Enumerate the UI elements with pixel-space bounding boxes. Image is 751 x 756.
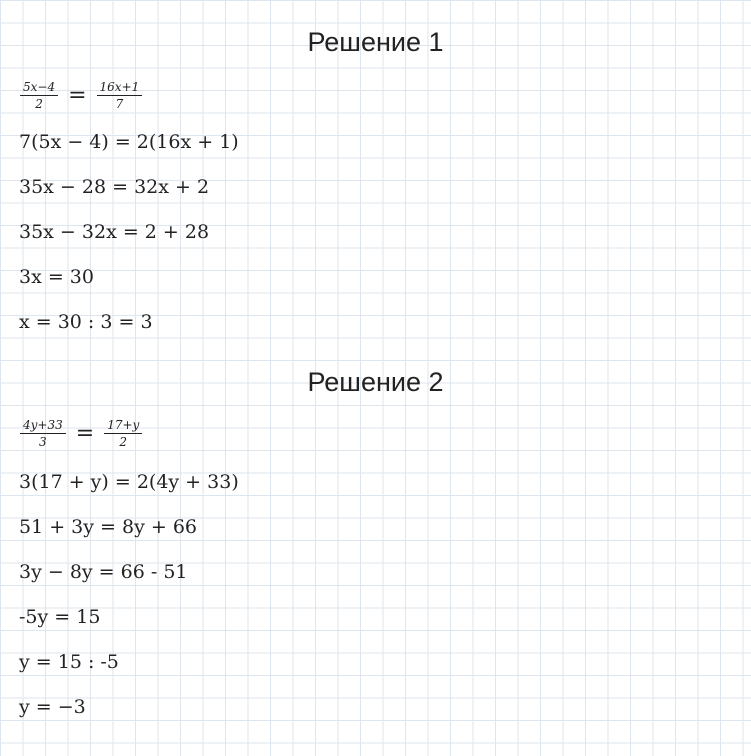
- equals-sign: =: [75, 421, 95, 446]
- solution-1-step-5: x = 30 : 3 = 3: [19, 311, 153, 333]
- solution-2-heading: Решение 2: [307, 367, 444, 397]
- solution-2-equation: [20, 418, 142, 449]
- solution-1-step-2: 35x − 28 = 32x + 2: [19, 176, 210, 198]
- solution-2-step-6: y = −3: [19, 696, 86, 718]
- solution-2-step-4: -5y = 15: [19, 606, 101, 628]
- fraction-left: [20, 418, 66, 449]
- fraction-denominator: 2: [35, 97, 43, 111]
- fraction-numerator: 5x−4: [20, 80, 58, 96]
- fraction-left: [20, 80, 58, 111]
- solution-1-step-4: 3x = 30: [19, 266, 94, 288]
- solution-2-step-2: 51 + 3y = 8y + 66: [19, 516, 197, 538]
- solution-2-step-1: 3(17 + y) = 2(4y + 33): [19, 471, 239, 493]
- fraction-denominator: 7: [115, 97, 124, 111]
- fraction-denominator: 3: [39, 435, 47, 449]
- fraction-numerator: 17+y: [104, 418, 142, 434]
- fraction-denominator: 2: [119, 435, 128, 449]
- solution-1-heading: Решение 1: [307, 27, 444, 57]
- equals-sign: =: [68, 83, 87, 108]
- solution-2-step-3: 3y − 8y = 66 - 51: [19, 561, 188, 583]
- fraction-numerator: 16x+1: [97, 80, 143, 96]
- solution-1-step-1: 7(5x − 4) = 2(16x + 1): [19, 131, 239, 153]
- fraction-right: [104, 418, 142, 449]
- fraction-right: [97, 80, 143, 111]
- solution-1-step-3: 35x − 32x = 2 + 28: [19, 221, 210, 243]
- solution-1-equation: [20, 80, 142, 111]
- fraction-numerator: 4y+33: [20, 418, 66, 434]
- solution-2-step-5: y = 15 : -5: [19, 651, 119, 673]
